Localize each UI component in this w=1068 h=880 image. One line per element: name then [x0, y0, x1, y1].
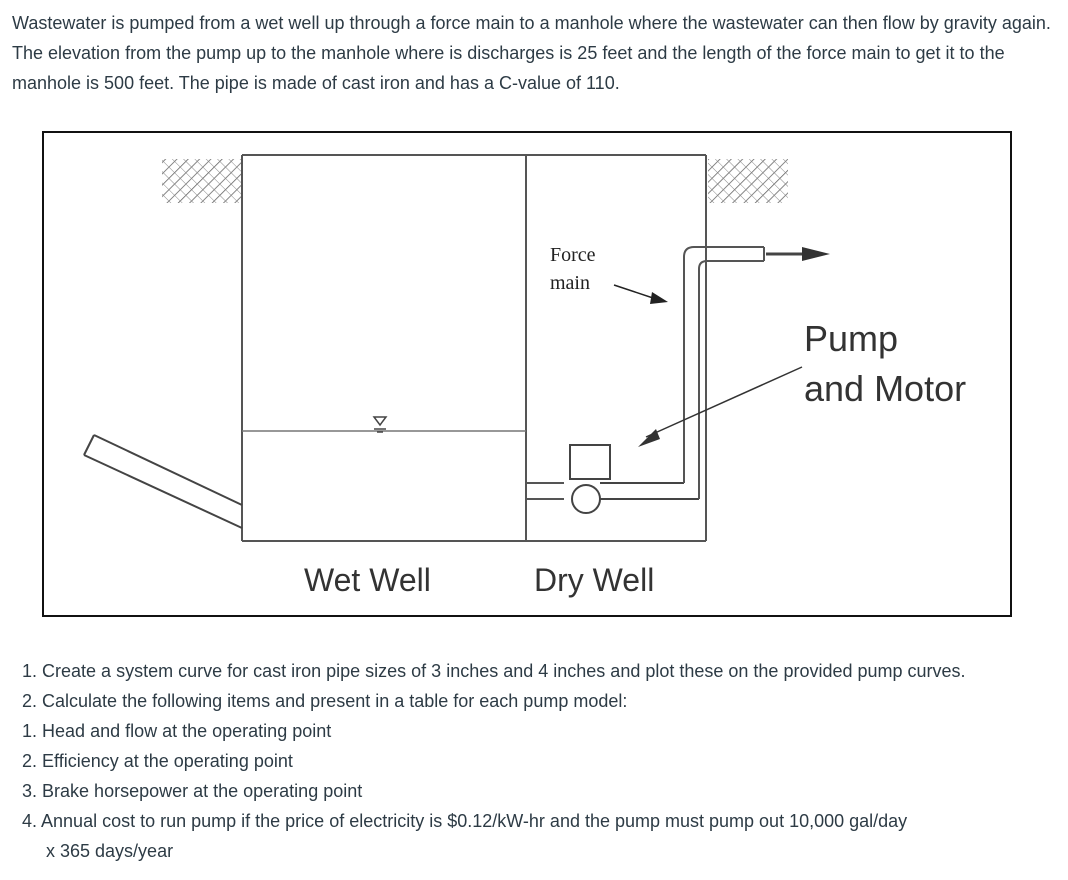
- suction-pipe: [526, 483, 564, 499]
- inlet-pipe: [84, 435, 242, 528]
- subtask-item: [22, 746, 1062, 776]
- force-main-label-line2: main: [550, 272, 590, 294]
- subtask-text: Brake horsepower at the operating point: [42, 781, 363, 801]
- ground-hatch-right: [708, 159, 788, 203]
- pump-leader-arrow: [638, 367, 802, 447]
- force-main-pipe: [684, 247, 764, 499]
- dry-well-label: Dry Well: [534, 562, 655, 598]
- subtask-text-continuation: x 365 days/year: [46, 841, 174, 861]
- lift-station-diagram: [42, 131, 1012, 617]
- task-number: 1.: [22, 661, 38, 681]
- pump-label-line1: Pump: [804, 318, 899, 359]
- subtask-number: 1.: [22, 721, 38, 741]
- water-level-symbol: [374, 417, 386, 432]
- pump-icon: [570, 445, 699, 513]
- subtask-text: Head and flow at the operating point: [42, 721, 332, 741]
- subtask-text: Annual cost to run pump if the price of electricity is $0.12/kW-hr and the pump must pump out 10,000 gal/day: [41, 811, 908, 831]
- ground-hatch-left: [162, 159, 242, 203]
- subtask-list: [22, 716, 1062, 866]
- subtask-text: Efficiency at the operating point: [42, 751, 293, 771]
- wet-well-label: Wet Well: [304, 562, 431, 598]
- force-main-leader-arrow: [614, 285, 668, 304]
- task-text: Create a system curve for cast iron pipe sizes of 3 inches and 4 inches and plot these on the provided pump curves.: [42, 661, 966, 681]
- pump-label-line2: and Motor: [804, 368, 967, 409]
- subtask-number: 2.: [22, 751, 38, 771]
- task-list: [22, 656, 1062, 866]
- force-main-label-line1: Force: [550, 244, 596, 266]
- subtask-item: [22, 806, 1062, 866]
- subtask-number: 3.: [22, 781, 38, 801]
- intro-paragraph: Wastewater is pumped from a wet well up through a force main to a manhole where the wastewater can then flow by gravity again. The elevation from the pump up to the manhole where is discharges is 25 feet and the length of the force main to get it to the manhole is 500 feet. The pipe is made of cast iron and has a C-value of 110.: [12, 13, 1051, 93]
- task-number: 2.: [22, 691, 38, 711]
- subtask-item: [22, 776, 1062, 806]
- task-item: [22, 656, 1062, 686]
- task-text: Calculate the following items and present in a table for each pump model:: [42, 691, 628, 711]
- diagram-canvas: [44, 133, 1010, 615]
- discharge-arrow: [766, 247, 830, 261]
- task-item: [22, 686, 1062, 866]
- subtask-number: 4.: [22, 811, 38, 831]
- subtask-item: [22, 716, 1062, 746]
